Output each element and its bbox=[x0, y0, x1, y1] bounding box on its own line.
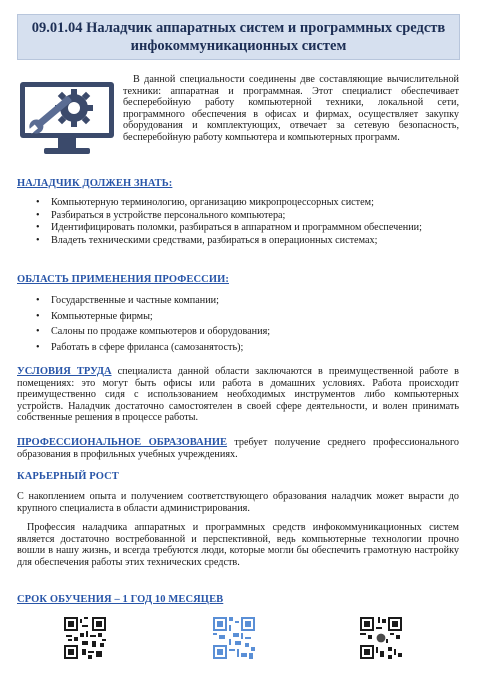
computer-gear-wrench-icon bbox=[18, 78, 116, 156]
career-heading: КАРЬЕРНЫЙ РОСТ bbox=[17, 471, 119, 482]
list-item: • Владеть техническими средствами, разбираться в операционных системах; bbox=[36, 235, 459, 247]
list-item: • Государственные и частные компании; bbox=[36, 295, 459, 307]
qr-code-2[interactable] bbox=[213, 617, 255, 659]
education-paragraph bbox=[17, 437, 459, 460]
duration-heading: СРОК ОБУЧЕНИЯ – 1 ГОД 10 МЕСЯЦЕВ bbox=[17, 594, 224, 605]
list-item: • Идентифицировать поломки, разбираться в аппаратном и программном обеспечении; bbox=[36, 222, 459, 234]
list-item: • Компьютерные фирмы; bbox=[36, 311, 459, 323]
career-paragraph-2: Профессия наладчика аппаратных и программных средств инфокоммуникационных систем является достаточно востребованной и перспективной, ведь компьютерные технологии прочно вошли в нашу жизнь, и всегда требуются люди, которые могли бы обеспечить грамотную настройку для обеспечения работы этих технических средств. bbox=[17, 522, 459, 568]
list-item: • Разбираться в устройстве персонального компьютера; bbox=[36, 210, 459, 222]
qr-code-1[interactable] bbox=[64, 617, 106, 659]
conditions-paragraph bbox=[17, 366, 459, 424]
list-item: • Компьютерную терминологию, организацию микропроцессорных систем; bbox=[36, 197, 459, 209]
must-know-heading: НАЛАДЧИК ДОЛЖЕН ЗНАТЬ: bbox=[17, 178, 173, 189]
list-item: • Салоны по продаже компьютеров и оборудования; bbox=[36, 326, 459, 338]
conditions-text: специалиста данной области заключаются в преимущественной работе в помещениях: это могут быть офисы или работа в домашних условиях. Работа происходит преимущественно сидя с использованием необходимых инструментов либо компьютерных устройств. Наладчик достаточно самостоятелен в своей сфере деятельности, и волен принимать собственные решения в процессе работы. bbox=[17, 366, 459, 424]
areas-list bbox=[36, 295, 459, 354]
areas-heading: ОБЛАСТЬ ПРИМЕНЕНИЯ ПРОФЕССИИ: bbox=[17, 274, 229, 285]
qr-code-3[interactable] bbox=[360, 617, 402, 659]
education-heading: ПРОФЕССИОНАЛЬНОЕ ОБРАЗОВАНИЕ bbox=[17, 437, 228, 448]
career-paragraph-1: С накоплением опыта и получением соответствующего образования наладчик может вырасти до крупного специалиста в области администрирования. bbox=[17, 491, 459, 514]
intro-paragraph: В данной специальности соединены две составляющие вычислительной техники: аппаратная и программная. Этот специалист обеспечивает бесперебойную работу компьютерной техники, локальной сети, программного обеспечения в офисах и фирмах, осуществляет закупку оборудования и комплектующих, отвечает за сетевую безопасность, бесперебойную работу компьютера и компьютерных программ. bbox=[123, 74, 459, 143]
list-item: • Работать в сфере фриланса (самозанятость); bbox=[36, 342, 459, 354]
must-know-list bbox=[36, 197, 459, 247]
page-title: 09.01.04 Наладчик аппаратных систем и программных средств инфокоммуникационных систем bbox=[17, 14, 460, 60]
conditions-heading: УСЛОВИЯ ТРУДА bbox=[17, 366, 112, 377]
education-text: требует получение среднего профессионального образования в профильных учебных учреждениях. bbox=[17, 437, 459, 460]
